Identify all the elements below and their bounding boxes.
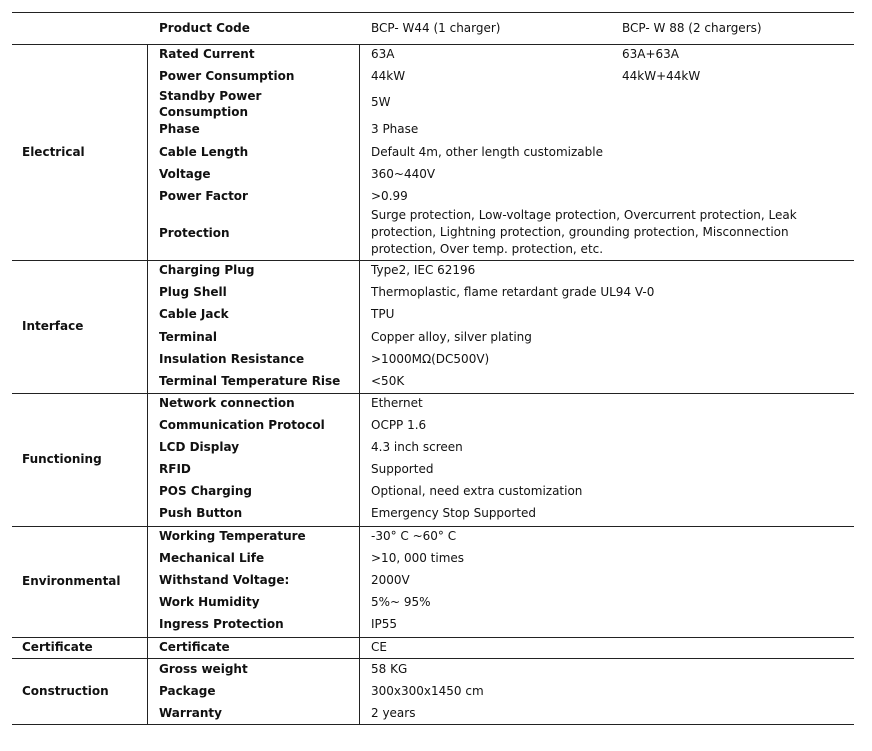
spec-value: CE (371, 640, 387, 654)
spec-label: Warranty (159, 706, 222, 720)
spec-label: Terminal (159, 330, 218, 344)
header-label: Product Code (159, 21, 250, 35)
spec-label: Cable Jack (159, 307, 229, 321)
category-interface: Interface (22, 319, 84, 333)
category-electrical: Electrical (22, 145, 85, 159)
category-functioning: Functioning (22, 452, 102, 466)
spec-label: Voltage (159, 167, 211, 181)
spec-label: Ingress Protection (159, 617, 284, 631)
spec-value: 300x300x1450 cm (371, 684, 484, 698)
spec-value: -30° C ~60° C (371, 529, 457, 543)
spec-label: RFID (159, 462, 191, 476)
spec-label: Plug Shell (159, 285, 227, 299)
rule-certificate (12, 658, 854, 659)
spec-label: LCD Display (159, 440, 240, 454)
spec-value: 5W (371, 95, 391, 109)
spec-value: Surge protection, Low-voltage protection, Overcurrent protection, Leak protection, Lightning protection, grounding protection, Misconnection protection, Over temp. protection, etc. (371, 208, 797, 256)
category-construction: Construction (22, 684, 109, 698)
spec-label: Push Button (159, 506, 243, 520)
spec-value: 44kW (371, 69, 406, 83)
spec-value: 4.3 inch screen (371, 440, 463, 454)
spec-label: Protection (159, 226, 230, 240)
spec-label: Mechanical Life (159, 551, 265, 565)
rule-bottom (12, 724, 854, 725)
divider-label (359, 44, 360, 724)
spec-value: Type2, IEC 62196 (371, 263, 476, 277)
spec-value: 63A (371, 47, 395, 61)
rule-functioning (12, 526, 854, 527)
spec-value: IP55 (371, 617, 398, 631)
spec-value: >10, 000 times (371, 551, 465, 565)
rule-environmental (12, 637, 854, 638)
spec-label: Certificate (159, 640, 230, 654)
spec-label: Power Consumption (159, 69, 295, 83)
rule-electrical (12, 260, 854, 261)
spec-value: Thermoplastic, flame retardant grade UL94 V-0 (371, 285, 655, 299)
category-certificate: Certificate (22, 640, 93, 654)
spec-value: Optional, need extra customization (371, 484, 583, 498)
header-model-a: BCP- W44 (1 charger) (371, 21, 501, 35)
spec-value: Supported (371, 462, 434, 476)
spec-value: 58 KG (371, 662, 408, 676)
spec-label: Phase (159, 122, 200, 136)
spec-value: Ethernet (371, 396, 423, 410)
spec-label: Network connection (159, 396, 295, 410)
header-model-b: BCP- W 88 (2 chargers) (622, 21, 762, 35)
spec-value: <50K (371, 374, 405, 388)
spec-value: Default 4m, other length customizable (371, 145, 603, 159)
spec-value: 2 years (371, 706, 416, 720)
rule-header (12, 44, 854, 45)
spec-value: OCPP 1.6 (371, 418, 427, 432)
spec-label: Package (159, 684, 216, 698)
spec-label: Communication Protocol (159, 418, 325, 432)
spec-value: 360~440V (371, 167, 436, 181)
spec-label: Work Humidity (159, 595, 260, 609)
spec-label: Insulation Resistance (159, 352, 305, 366)
spec-value-b: 44kW+44kW (622, 69, 701, 83)
spec-label: POS Charging (159, 484, 253, 498)
spec-table (12, 12, 854, 727)
rule-top (12, 12, 854, 13)
spec-label: Charging Plug (159, 263, 255, 277)
spec-value: >1000MΩ(DC500V) (371, 352, 490, 366)
spec-label: Cable Length (159, 145, 249, 159)
spec-label: Standby Power Consumption (159, 89, 262, 119)
divider-category (147, 44, 148, 724)
rule-interface (12, 393, 854, 394)
spec-value: 5%~ 95% (371, 595, 431, 609)
spec-label: Working Temperature (159, 529, 306, 543)
spec-label: Gross weight (159, 662, 248, 676)
spec-value: >0.99 (371, 189, 408, 203)
spec-value: Emergency Stop Supported (371, 506, 537, 520)
spec-value: TPU (371, 307, 395, 321)
spec-label: Rated Current (159, 47, 255, 61)
spec-label: Power Factor (159, 189, 248, 203)
spec-value: 2000V (371, 573, 410, 587)
spec-value: 3 Phase (371, 122, 419, 136)
spec-label: Withstand Voltage: (159, 573, 290, 587)
spec-value: Copper alloy, silver plating (371, 330, 532, 344)
spec-label: Terminal Temperature Rise (159, 374, 341, 388)
spec-value-b: 63A+63A (622, 47, 680, 61)
category-environmental: Environmental (22, 574, 121, 588)
